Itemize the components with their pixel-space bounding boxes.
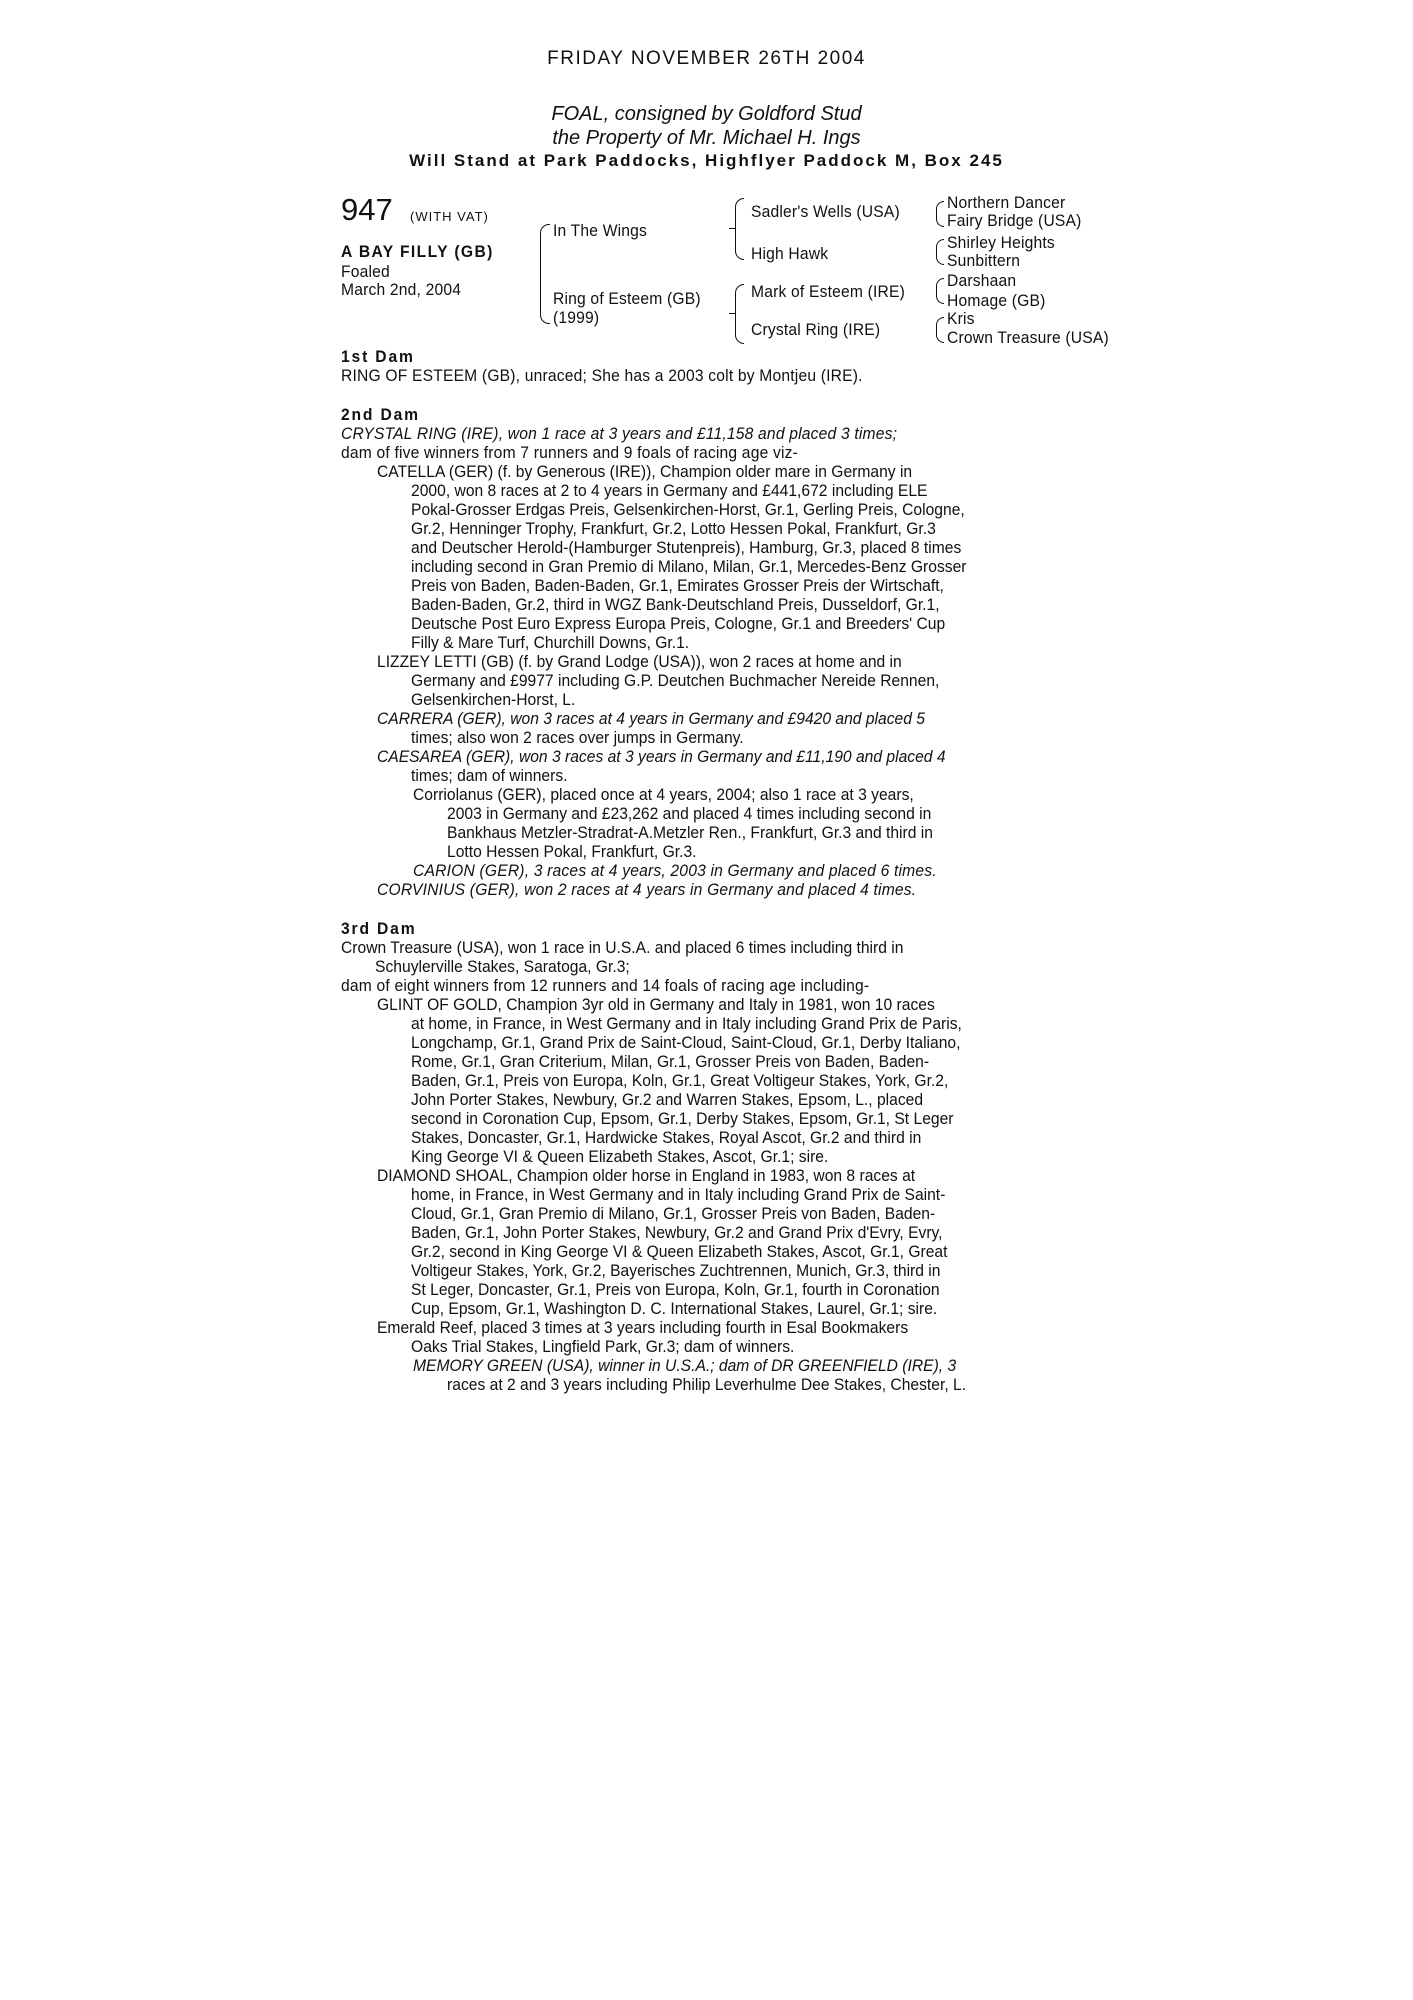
- progeny-catella: [377, 462, 967, 652]
- lizzey-line: LIZZEY LETTI (GB) (f. by Grand Lodge (USA)), won 2 races at home and in: [377, 652, 902, 671]
- progeny-memory-green: [413, 1356, 966, 1394]
- catella-line: Preis von Baden, Baden-Baden, Gr.1, Emirates Grosser Preis der Wirtschaft,: [411, 576, 944, 595]
- third-dam-summary: dam of eight winners from 12 runners and 14 foals of racing age including-: [341, 976, 870, 995]
- pedigree-sire: In The Wings: [553, 221, 648, 240]
- pedigree-sire-dam: High Hawk: [751, 244, 829, 263]
- carrera-line: times; also won 2 races over jumps in Germany.: [411, 728, 744, 747]
- glint-line: Stakes, Doncaster, Gr.1, Hardwicke Stakes, Royal Ascot, Gr.2 and third in: [411, 1128, 922, 1147]
- catella-line: Pokal-Grosser Erdgas Preis, Gelsenkirchen-Horst, Gr.1, Gerling Preis, Cologne,: [411, 500, 965, 519]
- diamond-line: DIAMOND SHOAL, Champion older horse in England in 1983, won 8 races at: [377, 1166, 916, 1185]
- pedigree-g3-6: Homage (GB): [947, 291, 1046, 310]
- pedigree-dam-dam: Crystal Ring (IRE): [751, 320, 881, 339]
- second-dam-summary: dam of five winners from 7 runners and 9 foals of racing age viz-: [341, 443, 799, 462]
- catella-line: Baden-Baden, Gr.2, third in WGZ Bank-Deutschland Preis, Dusseldorf, Gr.1,: [411, 595, 940, 614]
- pedigree-g3-5: Darshaan: [947, 271, 1017, 290]
- caesarea-line: times; dam of winners.: [411, 766, 568, 785]
- glint-line: Longchamp, Gr.1, Grand Prix de Saint-Cloud, Saint-Cloud, Gr.1, Derby Italiano,: [411, 1033, 961, 1052]
- diamond-line: Gr.2, second in King George VI & Queen Elizabeth Stakes, Ascot, Gr.1, Great: [411, 1242, 948, 1261]
- pedigree-brace-g3-4: [936, 317, 944, 343]
- progeny-carion: CARION (GER), 3 races at 4 years, 2003 in Germany and placed 6 times.: [413, 861, 937, 880]
- pedigree-g3-7: Kris: [947, 309, 975, 328]
- third-dam-heading: 3rd Dam: [341, 919, 417, 938]
- corriolanus-line: Corriolanus (GER), placed once at 4 years, 2004; also 1 race at 3 years,: [413, 785, 914, 804]
- foaled-date: March 2nd, 2004: [341, 280, 462, 299]
- corriolanus-line: Lotto Hessen Pokal, Frankfurt, Gr.3.: [447, 842, 697, 861]
- glint-line: Rome, Gr.1, Gran Criterium, Milan, Gr.1, Grosser Preis von Baden, Baden-: [411, 1052, 930, 1071]
- glint-line: second in Coronation Cup, Epsom, Gr.1, Derby Stakes, Epsom, Gr.1, St Leger: [411, 1109, 954, 1128]
- pedigree-brace-g3-3: [936, 278, 944, 304]
- pedigree-dam: Ring of Esteem (GB): [553, 289, 701, 308]
- catella-line: CATELLA (GER) (f. by Generous (IRE)), Champion older mare in Germany in: [377, 462, 913, 481]
- progeny-caesarea: [377, 747, 946, 785]
- lizzey-line: Germany and £9977 including G.P. Deutchen Buchmacher Nereide Rennen,: [411, 671, 940, 690]
- progeny-corriolanus: [413, 785, 933, 861]
- carrera-line: CARRERA (GER), won 3 races at 4 years in Germany and £9420 and placed 5: [377, 709, 925, 728]
- pedigree-dam-year: (1999): [553, 308, 600, 327]
- diamond-line: Baden, Gr.1, John Porter Stakes, Newbury, Gr.2 and Grand Prix d'Evry, Evry,: [411, 1223, 943, 1242]
- catella-line: including second in Gran Premio di Milano, Milan, Gr.1, Mercedes-Benz Grosser: [411, 557, 967, 576]
- foaled-label: Foaled: [341, 262, 390, 281]
- property-line: the Property of Mr. Michael H. Ings: [552, 127, 861, 149]
- pedigree-g3-4: Sunbittern: [947, 251, 1021, 270]
- pedigree-brace-sire-tick: [729, 228, 735, 229]
- progeny-lizzey-letti: [377, 652, 939, 709]
- diamond-line: Cloud, Gr.1, Gran Premio di Milano, Gr.1, Grosser Preis von Baden, Baden-: [411, 1204, 936, 1223]
- catella-line: Gr.2, Henninger Trophy, Frankfurt, Gr.2, Lotto Hessen Pokal, Frankfurt, Gr.3: [411, 519, 936, 538]
- catella-line: 2000, won 8 races at 2 to 4 years in Germany and £441,672 including ELE: [411, 481, 928, 500]
- glint-line: GLINT OF GOLD, Champion 3yr old in Germany and Italy in 1981, won 10 races: [377, 995, 935, 1014]
- lizzey-line: Gelsenkirchen-Horst, L.: [411, 690, 576, 709]
- pedigree-dam-sire: Mark of Esteem (IRE): [751, 282, 906, 301]
- memory-line: MEMORY GREEN (USA), winner in U.S.A.; dam of DR GREENFIELD (IRE), 3: [413, 1356, 957, 1375]
- emerald-line: Oaks Trial Stakes, Lingfield Park, Gr.3; dam of winners.: [411, 1337, 795, 1356]
- pedigree-g3-2: Fairy Bridge (USA): [947, 211, 1082, 230]
- corriolanus-line: 2003 in Germany and £23,262 and placed 4 times including second in: [447, 804, 932, 823]
- catella-line: Filly & Mare Turf, Churchill Downs, Gr.1.: [411, 633, 690, 652]
- pedigree-g3-3: Shirley Heights: [947, 233, 1055, 252]
- glint-line: at home, in France, in West Germany and in Italy including Grand Prix de Paris,: [411, 1014, 962, 1033]
- glint-line: John Porter Stakes, Newbury, Gr.2 and Warren Stakes, Epsom, L., placed: [411, 1090, 924, 1109]
- consignor-line: FOAL, consigned by Goldford Stud: [551, 103, 862, 125]
- crown-line: Crown Treasure (USA), won 1 race in U.S.A. and placed 6 times including third in: [341, 938, 904, 957]
- pedigree-brace-g3-1: [936, 201, 944, 227]
- pedigree-brace-dam: [735, 284, 744, 344]
- pedigree-brace-dam-tick: [729, 313, 735, 314]
- vat-note: (WITH VAT): [410, 209, 489, 224]
- diamond-line: St Leger, Doncaster, Gr.1, Preis von Europa, Koln, Gr.1, fourth in Coronation: [411, 1280, 940, 1299]
- progeny-emerald-reef: [377, 1318, 908, 1356]
- pedigree-g3-1: Northern Dancer: [947, 193, 1066, 212]
- diamond-line: Cup, Epsom, Gr.1, Washington D. C. International Stakes, Laurel, Gr.1; sire.: [411, 1299, 938, 1318]
- pedigree-brace-g3-2: [936, 239, 944, 265]
- progeny-corvinius: CORVINIUS (GER), won 2 races at 4 years in Germany and placed 4 times.: [377, 880, 917, 899]
- memory-line: races at 2 and 3 years including Philip Leverhulme Dee Stakes, Chester, L.: [447, 1375, 967, 1394]
- pedigree-brace-main: [540, 224, 550, 324]
- first-dam-line: RING OF ESTEEM (GB), unraced; She has a 2003 colt by Montjeu (IRE).: [341, 366, 863, 385]
- second-dam-heading: 2nd Dam: [341, 405, 420, 424]
- first-dam-heading: 1st Dam: [341, 347, 415, 366]
- catella-line: and Deutscher Herold-(Hamburger Stutenpreis), Hamburg, Gr.3, placed 8 times: [411, 538, 962, 557]
- lot-description: A BAY FILLY (GB): [341, 242, 494, 261]
- emerald-line: Emerald Reef, placed 3 times at 3 years including fourth in Esal Bookmakers: [377, 1318, 909, 1337]
- corriolanus-line: Bankhaus Metzler-Stradrat-A.Metzler Ren., Frankfurt, Gr.3 and third in: [447, 823, 933, 842]
- pedigree-g3-8: Crown Treasure (USA): [947, 328, 1109, 347]
- second-dam-record: CRYSTAL RING (IRE), won 1 race at 3 years and £11,158 and placed 3 times;: [341, 424, 898, 443]
- progeny-glint-of-gold: [377, 995, 962, 1166]
- caesarea-line: CAESAREA (GER), won 3 races at 3 years in Germany and £11,190 and placed 4: [377, 747, 946, 766]
- pedigree-sire-sire: Sadler's Wells (USA): [751, 202, 900, 221]
- crown-line: Schuylerville Stakes, Saratoga, Gr.3;: [375, 957, 630, 976]
- lot-number: 947: [341, 192, 393, 227]
- catella-line: Deutsche Post Euro Express Europa Preis, Cologne, Gr.1 and Breeders' Cup: [411, 614, 946, 633]
- diamond-line: home, in France, in West Germany and in Italy including Grand Prix de Saint-: [411, 1185, 946, 1204]
- glint-line: Baden, Gr.1, Preis von Europa, Koln, Gr.1, Great Voltigeur Stakes, York, Gr.2,: [411, 1071, 949, 1090]
- glint-line: King George VI & Queen Elizabeth Stakes, Ascot, Gr.1; sire.: [411, 1147, 829, 1166]
- progeny-carrera: [377, 709, 925, 747]
- third-dam-record: [341, 938, 903, 976]
- diamond-line: Voltigeur Stakes, York, Gr.2, Bayerisches Zuchtrennen, Munich, Gr.3, third in: [411, 1261, 941, 1280]
- stand-line: Will Stand at Park Paddocks, Highflyer Paddock M, Box 245: [409, 151, 1004, 170]
- sale-date: FRIDAY NOVEMBER 26TH 2004: [547, 48, 866, 69]
- pedigree-brace-sire: [735, 198, 744, 260]
- progeny-diamond-shoal: [377, 1166, 947, 1318]
